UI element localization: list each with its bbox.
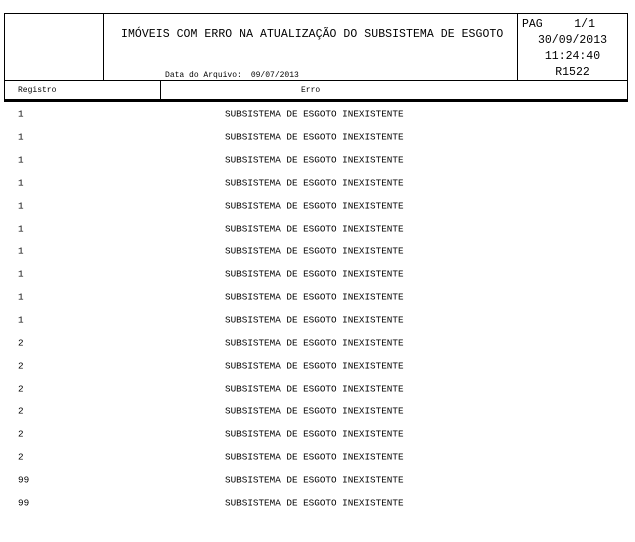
row-error-value: SUBSISTEMA DE ESGOTO INEXISTENTE bbox=[225, 268, 404, 280]
print-time: 11:24:40 bbox=[544, 50, 601, 63]
table-row bbox=[0, 103, 635, 126]
row-registro-value: 2 bbox=[18, 451, 24, 463]
row-registro-value: 1 bbox=[18, 108, 24, 120]
table-body bbox=[0, 103, 635, 514]
row-error-value: SUBSISTEMA DE ESGOTO INEXISTENTE bbox=[225, 405, 404, 417]
row-error-value: SUBSISTEMA DE ESGOTO INEXISTENTE bbox=[225, 428, 404, 440]
row-error-value: SUBSISTEMA DE ESGOTO INEXISTENTE bbox=[225, 154, 404, 166]
row-registro-value: 1 bbox=[18, 200, 24, 212]
row-registro-value: 1 bbox=[18, 314, 24, 326]
page-number-line bbox=[518, 17, 627, 33]
file-date-label: Data do Arquivo: bbox=[165, 71, 242, 80]
row-registro-value: 2 bbox=[18, 360, 24, 372]
logo-placeholder bbox=[5, 14, 104, 80]
row-error-value: SUBSISTEMA DE ESGOTO INEXISTENTE bbox=[225, 223, 404, 235]
table-row bbox=[0, 263, 635, 286]
row-error-value: SUBSISTEMA DE ESGOTO INEXISTENTE bbox=[225, 108, 404, 120]
row-error-value: SUBSISTEMA DE ESGOTO INEXISTENTE bbox=[225, 245, 404, 257]
print-date: 30/09/2013 bbox=[537, 34, 607, 47]
row-registro-value: 2 bbox=[18, 337, 24, 349]
row-registro-value: 2 bbox=[18, 383, 24, 395]
row-registro-value: 1 bbox=[18, 154, 24, 166]
column-header-registro-label: Registro bbox=[18, 85, 57, 95]
row-error-value: SUBSISTEMA DE ESGOTO INEXISTENTE bbox=[225, 314, 404, 326]
row-registro-value: 2 bbox=[18, 428, 24, 440]
table-row bbox=[0, 400, 635, 423]
row-registro-value: 1 bbox=[18, 177, 24, 189]
table-row bbox=[0, 491, 635, 514]
table-row bbox=[0, 149, 635, 172]
row-registro-value: 1 bbox=[18, 131, 24, 143]
report-title: IMÓVEIS COM ERRO NA ATUALIZAÇÃO DO SUBSISTEMA DE ESGOTO bbox=[121, 28, 504, 41]
row-error-value: SUBSISTEMA DE ESGOTO INEXISTENTE bbox=[225, 451, 404, 463]
row-error-value: SUBSISTEMA DE ESGOTO INEXISTENTE bbox=[225, 497, 404, 509]
row-error-value: SUBSISTEMA DE ESGOTO INEXISTENTE bbox=[225, 383, 404, 395]
row-registro-value: 1 bbox=[18, 291, 24, 303]
row-registro-value: 99 bbox=[18, 474, 30, 486]
row-error-value: SUBSISTEMA DE ESGOTO INEXISTENTE bbox=[225, 131, 404, 143]
table-row bbox=[0, 377, 635, 400]
row-error-value: SUBSISTEMA DE ESGOTO INEXISTENTE bbox=[225, 360, 404, 372]
page-label: PAG bbox=[522, 18, 543, 31]
table-row bbox=[0, 217, 635, 240]
row-registro-value: 1 bbox=[18, 245, 24, 257]
row-error-value: SUBSISTEMA DE ESGOTO INEXISTENTE bbox=[225, 177, 404, 189]
table-row bbox=[0, 446, 635, 469]
table-row bbox=[0, 240, 635, 263]
table-header-row bbox=[4, 81, 628, 102]
row-registro-value: 2 bbox=[18, 405, 24, 417]
file-date-value: 09/07/2013 bbox=[250, 71, 299, 80]
report-code: R1522 bbox=[555, 66, 590, 79]
table-row bbox=[0, 423, 635, 446]
table-row bbox=[0, 469, 635, 492]
column-header-erro-label: Erro bbox=[301, 85, 321, 95]
table-row bbox=[0, 126, 635, 149]
row-registro-value: 1 bbox=[18, 268, 24, 280]
header-top-row bbox=[4, 13, 628, 81]
page-value: 1/1 bbox=[574, 18, 595, 31]
table-row bbox=[0, 354, 635, 377]
table-row bbox=[0, 309, 635, 332]
table-row bbox=[0, 194, 635, 217]
page-info-cell bbox=[518, 14, 627, 80]
row-registro-value: 99 bbox=[18, 497, 30, 509]
report-header bbox=[4, 13, 628, 102]
row-error-value: SUBSISTEMA DE ESGOTO INEXISTENTE bbox=[225, 200, 404, 212]
table-row bbox=[0, 286, 635, 309]
title-cell bbox=[104, 14, 518, 80]
row-error-value: SUBSISTEMA DE ESGOTO INEXISTENTE bbox=[225, 291, 404, 303]
table-row bbox=[0, 172, 635, 195]
file-date-line bbox=[117, 58, 299, 94]
row-error-value: SUBSISTEMA DE ESGOTO INEXISTENTE bbox=[225, 474, 404, 486]
table-row bbox=[0, 331, 635, 354]
row-registro-value: 1 bbox=[18, 223, 24, 235]
row-error-value: SUBSISTEMA DE ESGOTO INEXISTENTE bbox=[225, 337, 404, 349]
